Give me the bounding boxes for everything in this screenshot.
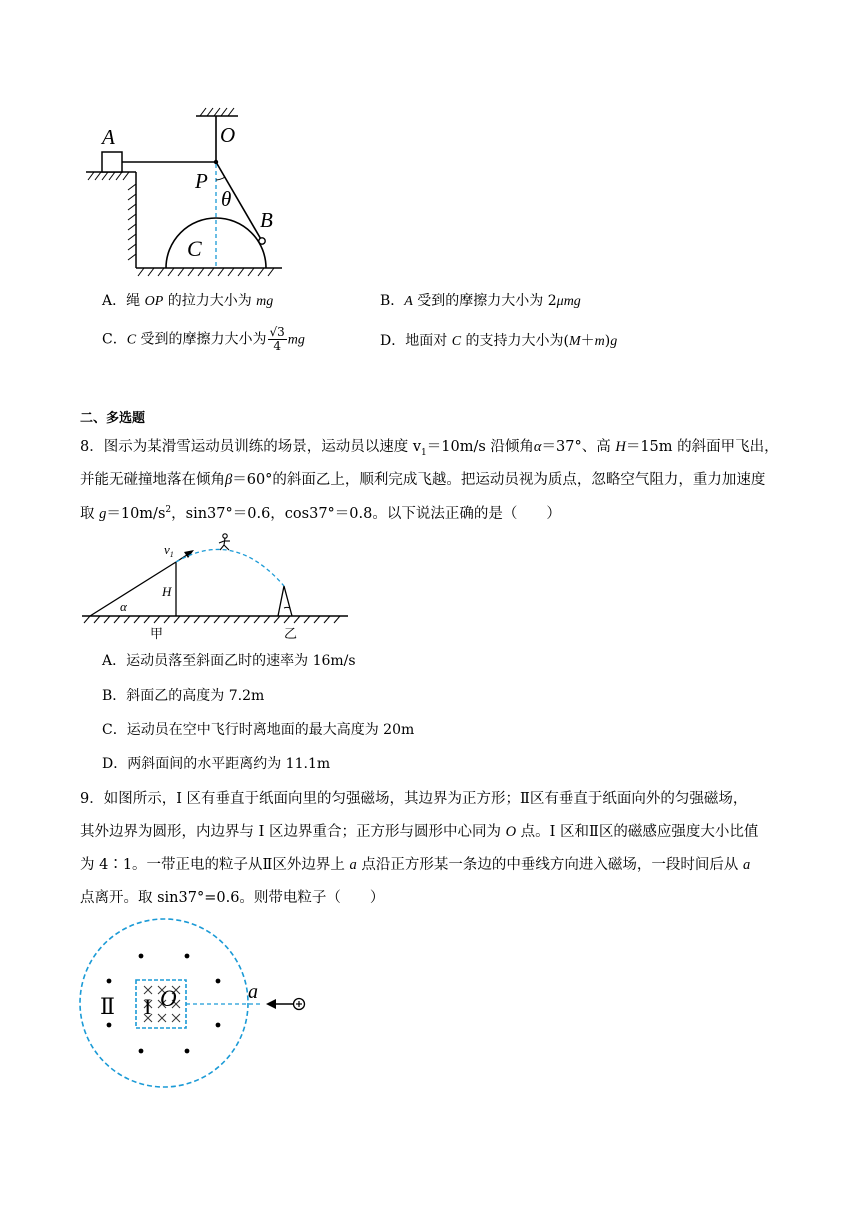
label-region-II: Ⅱ <box>100 994 115 1019</box>
label-v1: $v_1$ <box>164 542 174 559</box>
q8-line-1: 8．图示为某滑雪运动员训练的场景，运动员以速度 $v_1=10m/s$ 沿倾角α＝37°、高 H＝15m 的斜面甲飞出， <box>80 439 779 458</box>
label-O: O <box>220 123 236 147</box>
q8-line-3: 取 $g=10m/s^2$，sin37°＝0.6，cos37°＝0.8。以下说法正确的是（ ） <box>80 505 561 522</box>
fraction-sqrt3-over-4: $\frac{√3}{4}$ <box>269 325 285 354</box>
label-alpha: α <box>120 599 127 614</box>
label-C: C <box>187 236 202 261</box>
label-H: H <box>162 584 172 599</box>
q8-option-c: C．运动员在空中飞行时离地面的最大高度为 20m <box>102 722 415 738</box>
label-yi: 乙 <box>284 626 298 641</box>
figure-q9 <box>78 918 318 1098</box>
q7-option-b: B．A 受到的摩擦力大小为 2μmg <box>380 293 581 309</box>
q7-option-a: A．绳 OP 的拉力大小为 mg <box>102 293 274 309</box>
q9-line-3: 为 4∶1。一带正电的粒子从Ⅱ区外边界上 a 点沿正方形某一条边的中垂线方向进入磁场，一段时间后从 a <box>80 857 751 873</box>
q8-option-a: A．运动员落至斜面乙时的速率为 16m/s <box>102 653 356 669</box>
section-title: 二、多选题 <box>80 411 146 426</box>
q8-line-2: 并能无碰撞地落在倾角β＝60°的斜面乙上，顺利完成飞越。把运动员视为质点，忽略空气阻力，重力加速度 <box>80 472 766 488</box>
q9-line-2: 其外边界为圆形，内边界与 I 区边界重合；正方形与圆形中心同为 O 点。I 区和Ⅱ区的磁感应强度大小比值 <box>80 824 759 840</box>
label-P: P <box>195 169 208 193</box>
label-O: O <box>160 986 177 1011</box>
label-theta: θ <box>221 187 232 211</box>
q8-option-d: D．两斜面间的水平距离约为 11.1m <box>102 756 331 772</box>
label-a: a <box>248 981 258 1003</box>
figure-q8 <box>78 532 354 642</box>
label-B: B <box>260 208 273 232</box>
q7-option-c: C．C 受到的摩擦力大小为 $\frac{√3}{4}$ mg <box>102 325 305 354</box>
figure-q7 <box>80 100 300 280</box>
q9-line-4: 点离开。取 sin37°=0.6。则带电粒子（ ） <box>80 890 385 906</box>
label-A: A <box>102 125 115 149</box>
q9-line-1: 9．如图所示，I 区有垂直于纸面向里的匀强磁场，其边界为正方形；Ⅱ区有垂直于纸面向外的匀强磁场， <box>80 791 748 807</box>
label-jia: 甲 <box>150 626 164 641</box>
label-region-I: I <box>144 994 152 1019</box>
q7-option-d: D．地面对 C 的支持力大小为(M＋m)g <box>380 333 618 349</box>
q8-option-b: B．斜面乙的高度为 7.2m <box>102 688 265 704</box>
